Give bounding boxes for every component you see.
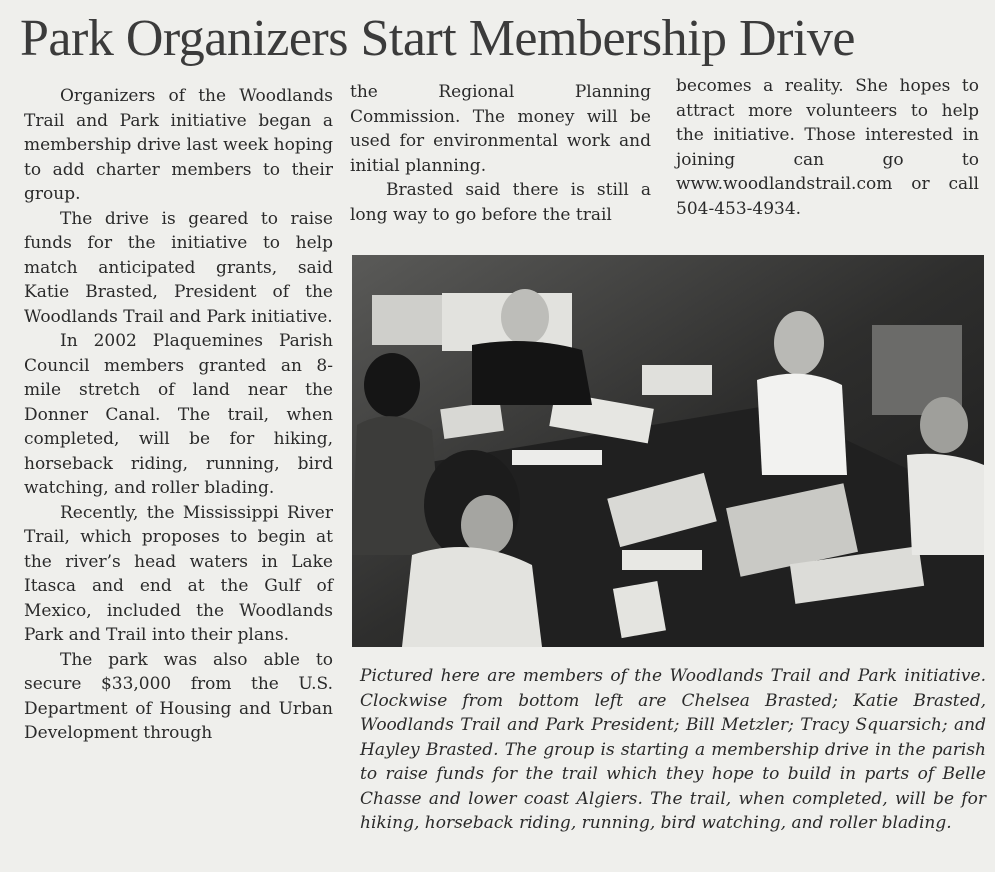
paragraph: Organizers of the Woodlands Trail and Park initiative began a membership drive last week hoping to add charter members to their group.: [24, 86, 333, 204]
paragraph: The park was also able to secure $33,000 from the U.S. Department of Housing and Urban Development through: [24, 649, 333, 743]
paragraph: In 2002 Plaquemines Parish Council members granted an 8-mile stretch of land near the Donner Canal. The trail, when completed, will be for hiking, horseback riding, running, bird watching, and roller blading.: [24, 331, 333, 498]
article-column-3: [676, 74, 979, 221]
headline: Park Organizers Start Membership Drive: [20, 10, 855, 67]
paragraph: the Regional Planning Commission. The money will be used for environmental work and initial planning.: [350, 82, 651, 176]
paragraph: The drive is geared to raise funds for the initiative to help match anticipated grants, said Katie Brasted, President of the Woodlands Trail and Park initiative.: [24, 208, 333, 327]
photo-caption: Pictured here are members of the Woodlands Trail and Park initiative. Clockwise from bottom left are Chelsea Brasted; Katie Brasted, Woodlands Trail and Park President; Bill Metzler; Tracy Squarsich; and Hayley Brasted. The group is starting a membership drive in the parish to raise funds for the trail which they hope to build in parts of Belle Chasse and lower coast Algiers. The trail, when completed, will be for hiking, horseback riding, running, bird watching, and roller blading.: [360, 666, 986, 833]
paragraph: Recently, the Mississippi River Trail, which proposes to begin at the river’s head waters in Lake Itasca and end at the Gulf of Mexico, included the Woodlands Park and Trail into their plans.: [24, 502, 333, 645]
paragraph: becomes a reality. She hopes to attract more volunteers to help the initiative. Those interested in joining can go to www.woodlandstrail.com or call 504-453-4934.: [676, 76, 979, 219]
article-column-1: [24, 84, 333, 746]
paragraph: Brasted said there is still a long way to go before the trail: [350, 180, 651, 225]
article-column-2: [350, 80, 651, 227]
group-photo: [352, 255, 984, 647]
